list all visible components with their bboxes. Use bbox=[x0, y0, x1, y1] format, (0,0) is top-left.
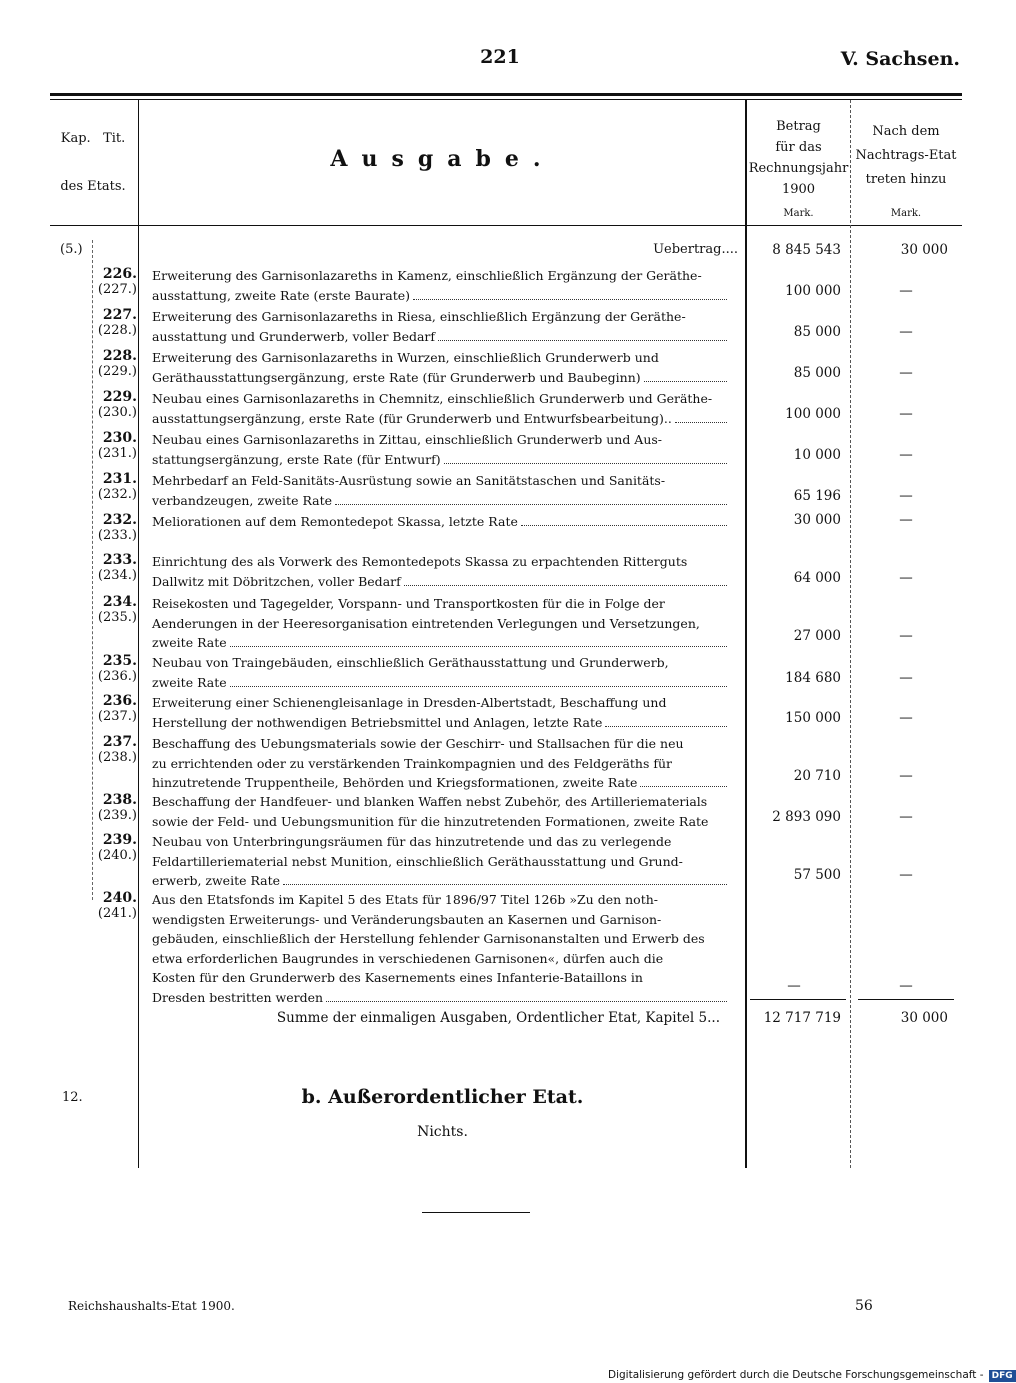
row-description: Neubau eines Garnisonlazareths in Chemnitz, einschließlich Grunderwerb und Geräthe- ausstattungsergänzung, erste Rate (für Grunderwerb und Entwurfsbearbeitung).. bbox=[152, 389, 730, 428]
section-b-kap: 12. bbox=[62, 1090, 83, 1105]
row-amount: 20 710 bbox=[793, 768, 841, 784]
tit-number: 230. (231.) bbox=[97, 430, 137, 461]
row-description: Aus den Etatsfonds im Kapitel 5 des Etats für 1896/97 Titel 126b »Zu den noth- wendigsten Erweiterungs- und Veränderungsbauten an Kasernen und Garnison- gebäuden, einschließlich der Herstellung fehlender Garnisonanstalten und Erwerb des etwa erforderlichen Baugrundes in verschiedenen Garnisonen«, dürfen auch die Kosten für den Grunderwerb des Kasernements eines Infanterie-Bataillons in Dresden bestritten werden bbox=[152, 890, 730, 1007]
row-amount: 2 893 090 bbox=[772, 809, 841, 825]
nachtrag-header-line: Nach dem bbox=[872, 124, 940, 139]
row-description: Beschaffung des Uebungsmaterials sowie der Geschirr- und Stallsachen für die neu zu errichtenden oder zu verstärkenden Trainkompagnien und des Feldgeräths für hinzutretende Truppentheile, Behörden und Kriegsformationen, zweite Rate bbox=[152, 734, 730, 793]
betrag-header-line: Rechnungsjahr bbox=[748, 161, 849, 176]
tit-number: 226. (227.) bbox=[97, 266, 137, 297]
row-amount: 57 500 bbox=[793, 867, 841, 883]
region-title: V. Sachsen. bbox=[840, 48, 960, 70]
row-added: — bbox=[899, 710, 913, 726]
sum-rule-amount bbox=[750, 999, 846, 1000]
row-added: — bbox=[899, 512, 913, 528]
row-added: — bbox=[899, 978, 913, 994]
row-description: Mehrbedarf an Feld-Sanitäts-Ausrüstung sowie an Sanitätstaschen und Sanitäts- verbandzeugen, zweite Rate bbox=[152, 471, 730, 510]
row-amount: — bbox=[787, 978, 801, 994]
row-added: — bbox=[899, 365, 913, 381]
sum-rule-added bbox=[858, 999, 954, 1000]
row-amount: 65 196 bbox=[793, 488, 841, 504]
nachtrag-header-line: Nachtrags-Etat bbox=[855, 148, 957, 163]
tit-number: 239. (240.) bbox=[97, 832, 137, 863]
row-added: — bbox=[899, 406, 913, 422]
tit-number: 227. (228.) bbox=[97, 307, 137, 338]
row-description: Reisekosten und Tagegelder, Vorspann- und Transportkosten für die in Folge der Aenderungen in der Heeresorganisation eintretenden Verlegungen und Versetzungen, zweite Rate bbox=[152, 594, 730, 653]
kap-tit-header: Kap. Tit. bbox=[60, 131, 126, 146]
row-added: — bbox=[899, 867, 913, 883]
row-added: — bbox=[899, 670, 913, 686]
uebertrag-amount: 8 845 543 bbox=[772, 242, 841, 258]
tit-number: 238. (239.) bbox=[97, 792, 137, 823]
credit-text: Digitalisierung gefördert durch die Deutsche Forschungsgemeinschaft - bbox=[608, 1369, 984, 1381]
closing-rule bbox=[422, 1212, 530, 1213]
uebertrag-label: Uebertrag.... bbox=[653, 242, 738, 257]
row-added: — bbox=[899, 570, 913, 586]
row-description: Neubau eines Garnisonlazareths in Zittau, einschließlich Grunderwerb und Aus- stattungsergänzung, erste Rate (für Entwurf) bbox=[152, 430, 730, 469]
betrag-unit: Mark. bbox=[783, 208, 814, 219]
sum-amount: 12 717 719 bbox=[763, 1010, 841, 1026]
row-added: — bbox=[899, 768, 913, 784]
tit-number: 231. (232.) bbox=[97, 471, 137, 502]
row-added: — bbox=[899, 324, 913, 340]
sum-added: 30 000 bbox=[900, 1010, 948, 1026]
nachtrag-header-line: treten hinzu bbox=[865, 172, 947, 187]
row-description: Erweiterung einer Schienengleisanlage in Dresden-Albertstadt, Beschaffung und Herstellung der nothwendigen Betriebsmittel und Anlagen, letzte Rate bbox=[152, 693, 730, 732]
tit-number: 233. (234.) bbox=[97, 552, 137, 583]
section-b-nichts: Nichts. bbox=[417, 1124, 468, 1140]
row-amount: 10 000 bbox=[793, 447, 841, 463]
row-description: Erweiterung des Garnisonlazareths in Kamenz, einschließlich Ergänzung der Geräthe- ausstattung, zweite Rate (erste Baurate) bbox=[152, 266, 730, 305]
row-amount: 30 000 bbox=[793, 512, 841, 528]
row-amount: 85 000 bbox=[793, 365, 841, 381]
digitization-credit bbox=[608, 1363, 1013, 1382]
row-added: — bbox=[899, 488, 913, 504]
row-description: Neubau von Unterbringungsräumen für das hinzutretende und das zu verlegende Feldartilleriematerial nebst Munition, einschließlich Geräthausstattung und Grund- erwerb, zweite Rate bbox=[152, 832, 730, 891]
ausgabe-title: Ausgabe. bbox=[330, 146, 555, 172]
row-description: Erweiterung des Garnisonlazareths in Riesa, einschließlich Ergänzung der Geräthe- ausstattung und Grunderwerb, voller Bedarf bbox=[152, 307, 730, 346]
row-description: Meliorationen auf dem Remontedepot Skassa, letzte Rate bbox=[152, 512, 730, 532]
top-double-rule bbox=[50, 93, 962, 96]
betrag-header-line: Betrag bbox=[776, 119, 821, 134]
row-added: — bbox=[899, 628, 913, 644]
nachtrag-unit: Mark. bbox=[890, 208, 922, 219]
top-thin-rule bbox=[50, 99, 962, 100]
tit-number: 229. (230.) bbox=[97, 389, 137, 420]
left-column-divider bbox=[138, 100, 139, 1168]
row-description: Neubau von Traingebäuden, einschließlich Geräthausstattung und Grunderwerb, zweite Rate bbox=[152, 653, 730, 692]
tit-number: 232. (233.) bbox=[97, 512, 137, 543]
tit-number: 235. (236.) bbox=[97, 653, 137, 684]
header-bottom-rule bbox=[50, 225, 962, 226]
row-amount: 27 000 bbox=[793, 628, 841, 644]
row-amount: 64 000 bbox=[793, 570, 841, 586]
row-added: — bbox=[899, 447, 913, 463]
row-description: Beschaffung der Handfeuer- und blanken Waffen nebst Zubehör, des Artilleriematerials sowie der Feld- und Uebungsmunition für die hinzutretenden Formationen, zweite Rate bbox=[152, 794, 709, 829]
row-added: — bbox=[899, 809, 913, 825]
tit-number: 236. (237.) bbox=[97, 693, 137, 724]
tit-number: 234. (235.) bbox=[97, 594, 137, 625]
row-added: — bbox=[899, 283, 913, 299]
betrag-header-line: für das bbox=[775, 140, 822, 155]
nachtrag-header bbox=[851, 120, 961, 192]
des-etats-header: des Etats. bbox=[60, 179, 126, 194]
tit-number: 240. (241.) bbox=[97, 890, 137, 921]
section-b-title: b. Außerordentlicher Etat. bbox=[301, 1086, 584, 1108]
page-number: 221 bbox=[480, 46, 520, 68]
row-amount: 100 000 bbox=[785, 406, 841, 422]
tit-number: 237. (238.) bbox=[97, 734, 137, 765]
footer-publication: Reichshaushalts-Etat 1900. bbox=[68, 1299, 235, 1313]
row-amount: 100 000 bbox=[785, 283, 841, 299]
betrag-header-line: 1900 bbox=[781, 182, 816, 197]
sum-label: Summe der einmaligen Ausgaben, Ordentlicher Etat, Kapitel 5... bbox=[276, 1010, 720, 1026]
row-description: Erweiterung des Garnisonlazareths in Wurzen, einschließlich Grunderwerb und Geräthausstattungsergänzung, erste Rate (für Grunderwerb und Baubeginn) bbox=[152, 348, 730, 387]
row-description: Einrichtung des als Vorwerk des Remontedepots Skassa zu erpachtenden Ritterguts Dallwitz mit Döbritzchen, voller Bedarf bbox=[152, 552, 730, 591]
row-amount: 150 000 bbox=[785, 710, 841, 726]
footer-page-number: 56 bbox=[855, 1298, 873, 1314]
row-amount: 85 000 bbox=[793, 324, 841, 340]
uebertrag-added: 30 000 bbox=[900, 242, 948, 258]
row-amount: 184 680 bbox=[785, 670, 841, 686]
tit-number: 228. (229.) bbox=[97, 348, 137, 379]
betrag-header bbox=[747, 116, 850, 200]
dfg-logo-icon: DFG bbox=[989, 1370, 1016, 1382]
kap-number: (5.) bbox=[60, 242, 83, 257]
